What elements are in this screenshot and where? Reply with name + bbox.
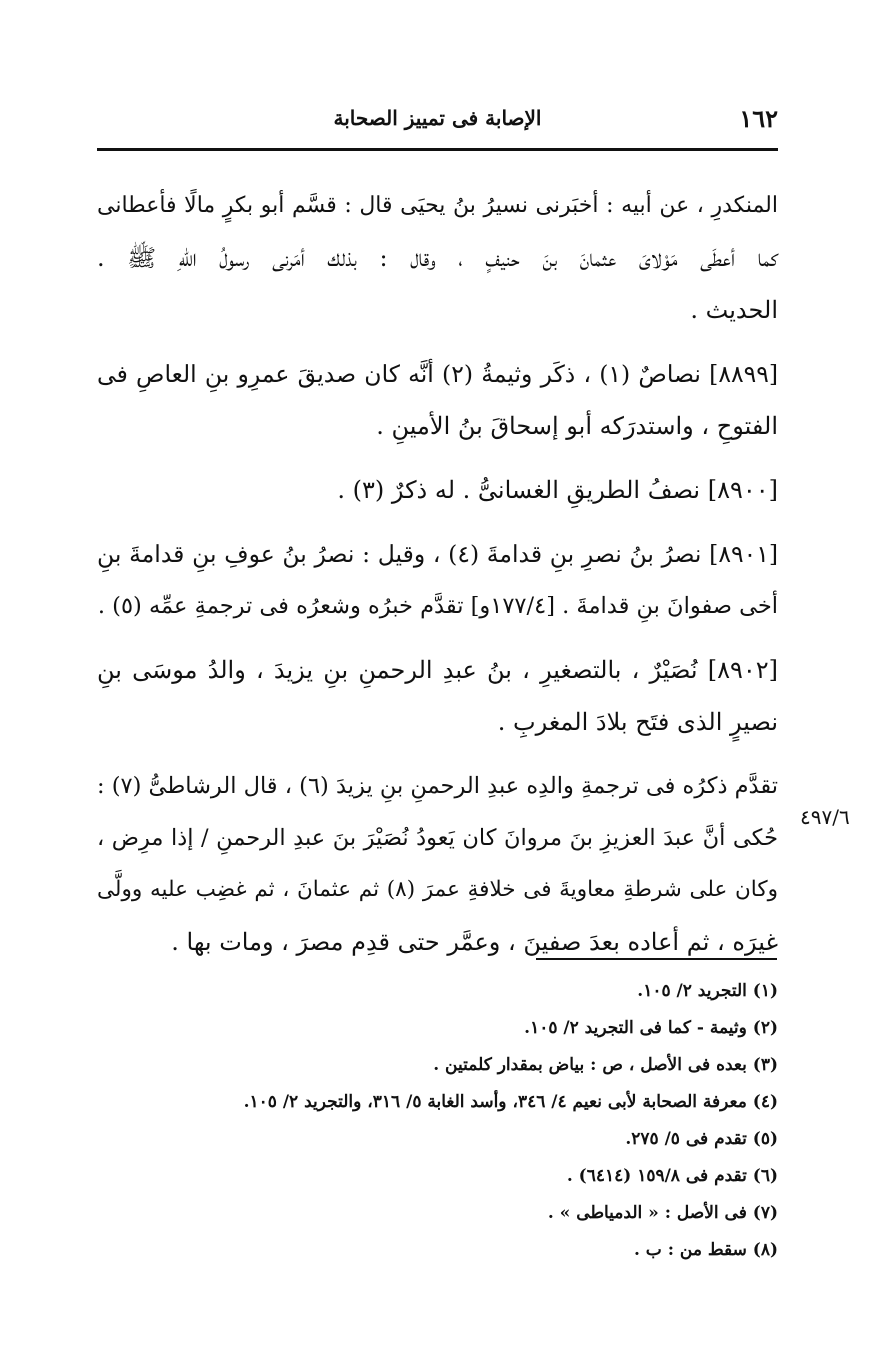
footnote: (١) التجريد ٢/ ١٠٥. [637,981,778,1001]
entry-8899-line: الفتوحِ ، واستدرَكه أبو إسحاقَ بنُ الأمينِ . [376,412,778,440]
footnote: (٣) بعده فى الأصل ، ص : بياض بمقدار كلمتين . [433,1055,778,1075]
text-line: كما أعطَى مَوْلاىَ عثمانَ بنَ حنيفٍ ، وقال : بذلك أمَرنى رسولُ اللهِ ﷺ . [97,244,778,272]
running-header [97,100,778,142]
margin-reference: ٤٩٧/٦ [800,805,850,829]
footnote: (٧) فى الأصل : « الدمياطى » . [547,1203,778,1223]
footnotes [150,973,778,1269]
running-title: الإصابة فى تمييز الصحابة [333,106,542,130]
footnote: (٤) معرفة الصحابة لأبى نعيم ٤/ ٣٤٦، وأسد الغابة ٥/ ٣١٦، والتجريد ٢/ ١٠٥. [243,1092,778,1112]
header-rule [97,148,778,151]
footnote: (٨) سقط من : ب . [633,1240,778,1260]
text-line: المنكدرِ ، عن أبيه : أخبَرنى نسيرُ بنُ يحيَى قال : قسَّم أبو بكرٍ مالًا فأعطانى [97,193,778,218]
footnote: (٦) تقدم فى ١٥٩/٨ (٦٤١٤) . [566,1166,778,1186]
main-text [97,180,778,968]
footnote: (٥) تقدم فى ٥/ ٢٧٥. [625,1129,778,1149]
entry-8902-line: [٨٩٠٢] نُصَيْرٌ ، بالتصغيرِ ، بنُ عبدِ الرحمنِ بنِ يزيدَ ، والدُ موسَى بنِ [97,656,778,684]
paragraph-line: غيرَه ، ثم أعاده بعدَ صفينَ ، وعمَّر حتى قدِم مصرَ ، ومات بها . [171,928,778,956]
paragraph-line: وكان على شرطةِ معاويةَ فى خلافةِ عمرَ (٨) ثم عثمانَ ، ثم غضِب عليه وولَّى [97,877,778,902]
paragraph-line: حُكى أنَّ عبدَ العزيزِ بنَ مروانَ كان يَعودُ نُصَيْرَ بنَ عبدِ الرحمنِ / إذا مرِض ، [97,825,778,851]
entry-8901-line: [٨٩٠١] نصرُ بنُ نصرِ بنِ قدامةَ (٤) ، وقيل : نصرُ بنُ عوفِ بنِ قدامةَ بنِ [97,540,778,568]
entry-8902-line: نصيرٍ الذى فتَح بلادَ المغربِ . [497,708,778,736]
text-line: الحديث . [690,296,778,324]
footnote: (٢) وثيمة - كما فى التجريد ٢/ ١٠٥. [524,1018,778,1038]
page-number: ١٦٢ [739,104,778,133]
entry-8900-line: [٨٩٠٠] نصفُ الطريقِ الغسانىُّ . له ذكرٌ (٣) . [337,476,778,504]
entry-8899-line: [٨٨٩٩] نصاصٌ (١) ، ذكَر وثيمةُ (٢) أنَّه كان صديقَ عمرِو بنِ العاصِ فى [97,360,778,388]
paragraph-line: تقدَّم ذكرُه فى ترجمةِ والدِه عبدِ الرحمنِ بنِ يزيدَ (٦) ، قال الرشاطىُّ (٧) : [97,773,779,799]
entry-8901-line: أخى صفوانَ بنِ قدامةَ . [١٧٧/٤و] تقدَّم خبرُه وشعرُه فى ترجمةِ عمِّه (٥) . [97,593,778,619]
footnote-separator [536,958,777,960]
